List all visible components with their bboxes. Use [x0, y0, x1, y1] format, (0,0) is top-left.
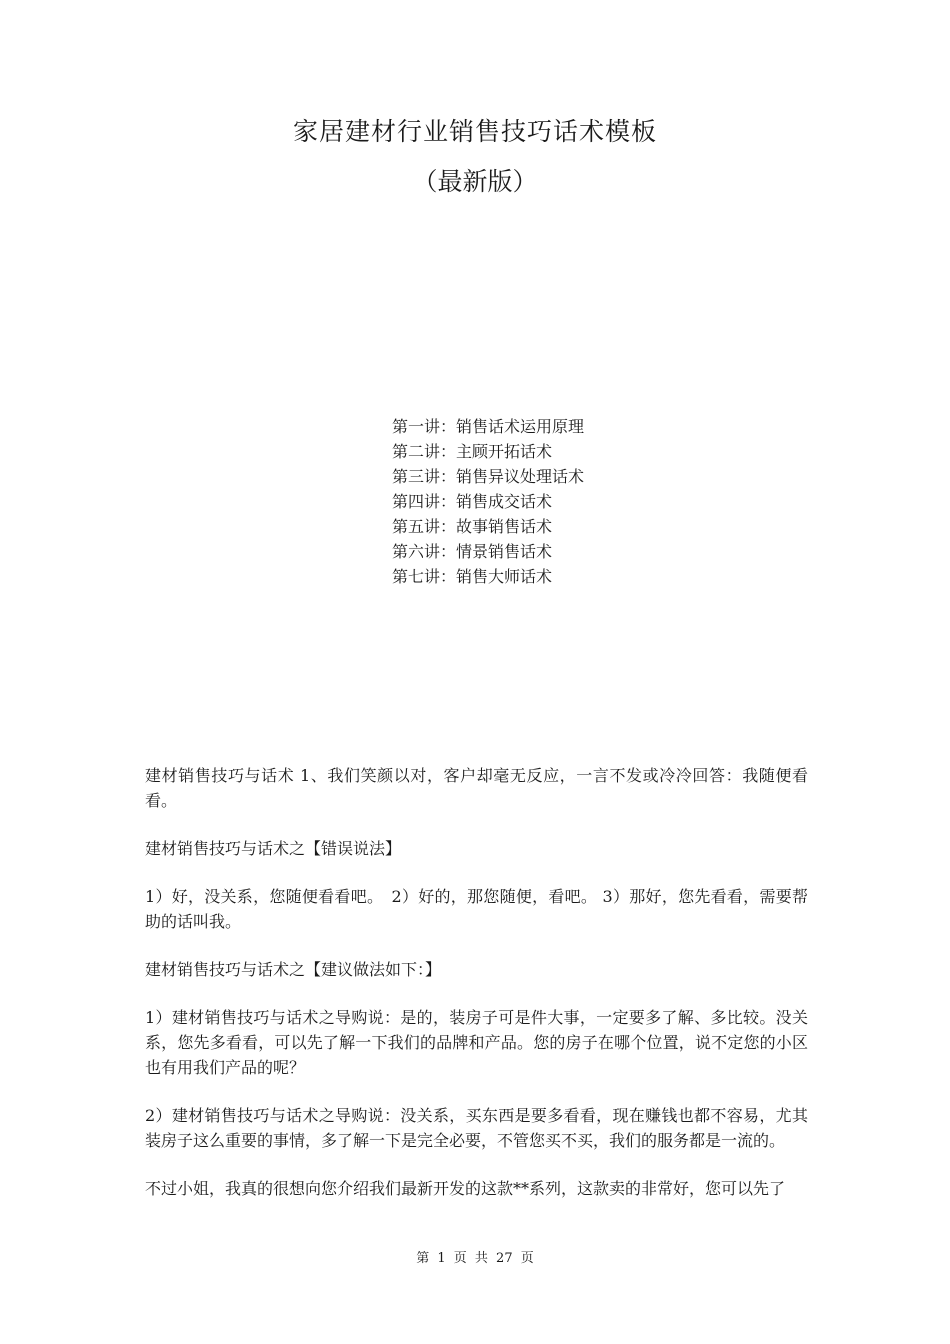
toc-item: 第一讲：销售话术运用原理 [392, 417, 585, 436]
body-paragraph: 1）好，没关系，您随便看看吧。 2）好的，那您随便，看吧。 3）那好，您先看看，需要帮助的话叫我。 [145, 887, 808, 931]
body-heading: 建材销售技巧与话术之【建议做法如下：】 [145, 960, 442, 979]
toc-item: 第三讲：销售异议处理话术 [392, 467, 585, 486]
toc-item: 第五讲：故事销售话术 [392, 517, 553, 536]
body-paragraph: 2）建材销售技巧与话术之导购说：没关系，买东西是要多看看，现在赚钱也都不容易，尤其装房子这么重要的事情，多了解一下是完全必要，不管您买不买，我们的服务都是一流的。 [145, 1106, 808, 1150]
table-of-contents [392, 414, 584, 589]
document-subtitle: （最新版） [412, 167, 538, 196]
document-body [145, 763, 808, 1224]
document-title: 家居建材行业销售技巧话术模板 [292, 117, 657, 146]
body-paragraph: 1）建材销售技巧与话术之导购说：是的，装房子可是件大事，一定要多了解、多比较。没关系，您先多看看，可以先了解一下我们的品牌和产品。您的房子在哪个位置，说不定您的小区也有用我们产品的呢？ [145, 1008, 808, 1077]
body-paragraph: 建材销售技巧与话术 1、我们笑颜以对，客户却毫无反应，一言不发或冷冷回答：我随便看看。 [145, 766, 808, 810]
toc-item: 第六讲：情景销售话术 [392, 542, 553, 561]
toc-item: 第七讲：销售大师话术 [392, 567, 553, 586]
body-heading: 建材销售技巧与话术之【错误说法】 [145, 839, 402, 858]
body-paragraph: 不过小姐，我真的很想向您介绍我们最新开发的这款**系列，这款卖的非常好，您可以先了 [145, 1179, 786, 1198]
page-footer: 第 1 页 共 27 页 [416, 1251, 534, 1266]
toc-item: 第四讲：销售成交话术 [392, 492, 553, 511]
toc-item: 第二讲：主顾开拓话术 [392, 442, 553, 461]
